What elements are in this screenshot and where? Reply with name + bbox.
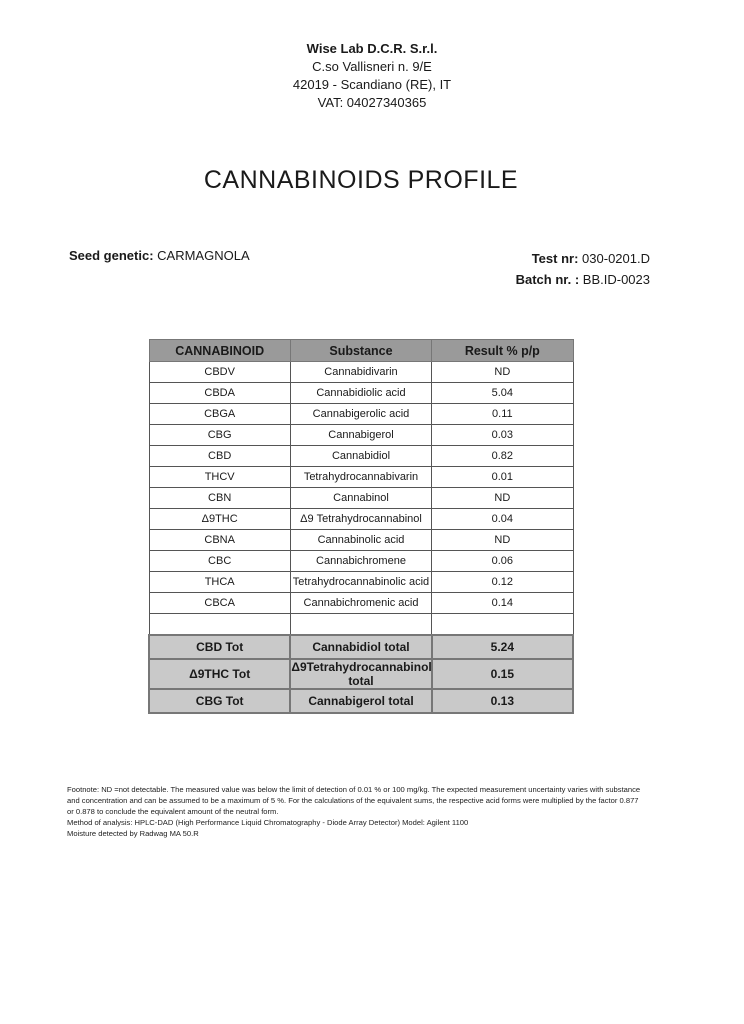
result-cell: ND xyxy=(432,530,573,551)
seed-genetic xyxy=(69,248,250,263)
result-cell: 0.12 xyxy=(432,572,573,593)
lab-address: C.so Vallisneri n. 9/E xyxy=(312,59,432,74)
lab-vat: VAT: 04027340365 xyxy=(317,95,427,110)
table-row xyxy=(149,467,573,488)
substance-cell: Δ9 Tetrahydrocannabinol xyxy=(290,509,431,530)
table-row xyxy=(149,551,573,572)
total-substance-cell: Cannabidiol total xyxy=(290,635,431,659)
table-row xyxy=(149,509,573,530)
seed-genetic-label: Seed genetic: xyxy=(69,248,154,263)
empty-cell xyxy=(290,614,431,636)
footnote xyxy=(67,784,647,839)
substance-cell: Cannabidivarin xyxy=(290,362,431,383)
table-row xyxy=(149,593,573,614)
document-title: CANNABINOIDS PROFILE xyxy=(203,166,519,194)
total-row xyxy=(149,659,573,689)
total-row xyxy=(149,689,573,713)
empty-cell xyxy=(149,614,290,636)
total-label-cell: CBD Tot xyxy=(149,635,290,659)
moisture-note: Moisture detected by Radwag MA 50.R xyxy=(67,829,199,838)
footnote-text: Footnote: ND =not detectable. The measured value was below the limit of detection of 0.01 % or 100 mg/kg. The expected measurement uncertainty varies with substance and concentration and can be assumed to be a maximum of 5 %. For the calculations of the equivalent sums, the respective acid forms were multiplied by the factor 0.877 or 0.878 to conclude the equivalent amount of the neutral form. xyxy=(67,785,641,816)
total-result-cell: 5.24 xyxy=(432,635,573,659)
result-cell: 0.11 xyxy=(432,404,573,425)
substance-cell: Cannabigerolic acid xyxy=(290,404,431,425)
result-cell: 5.04 xyxy=(432,383,573,404)
results-table xyxy=(148,339,574,714)
seed-genetic-value: CARMAGNOLA xyxy=(157,248,250,263)
result-cell: ND xyxy=(432,362,573,383)
cannabinoid-cell: CBCA xyxy=(149,593,290,614)
cannabinoid-cell: THCV xyxy=(149,467,290,488)
cannabinoid-cell: CBG xyxy=(149,425,290,446)
method-of-analysis: Method of analysis: HPLC-DAD (High Performance Liquid Chromatography - Diode Array Detector) Model: Agilent 1100 xyxy=(67,818,469,827)
result-cell: 0.01 xyxy=(432,467,573,488)
cannabinoid-cell: CBDV xyxy=(149,362,290,383)
substance-cell: Cannabinol xyxy=(290,488,431,509)
substance-cell: Tetrahydrocannabivarin xyxy=(290,467,431,488)
result-cell: 0.82 xyxy=(432,446,573,467)
total-result-cell: 0.13 xyxy=(432,689,573,713)
header-cannabinoid: CANNABINOID xyxy=(149,340,290,362)
table-row xyxy=(149,362,573,383)
total-result-cell: 0.15 xyxy=(432,659,573,689)
empty-row xyxy=(149,614,573,636)
total-row xyxy=(149,635,573,659)
cannabinoid-cell: CBN xyxy=(149,488,290,509)
table-row xyxy=(149,425,573,446)
test-number-label: Test nr: xyxy=(531,251,579,266)
table-row xyxy=(149,572,573,593)
batch-number-label: Batch nr. : xyxy=(515,272,580,287)
total-label-cell: Δ9THC Tot xyxy=(149,659,290,689)
results-table-container xyxy=(148,339,574,714)
result-cell: 0.06 xyxy=(432,551,573,572)
cannabinoid-cell: CBDA xyxy=(149,383,290,404)
cannabinoid-cell: CBGA xyxy=(149,404,290,425)
cannabinoid-cell: CBD xyxy=(149,446,290,467)
substance-cell: Cannabichromenic acid xyxy=(290,593,431,614)
substance-cell: Cannabichromene xyxy=(290,551,431,572)
test-number xyxy=(516,248,650,269)
result-cell: 0.04 xyxy=(432,509,573,530)
cannabinoid-cell: THCA xyxy=(149,572,290,593)
empty-cell xyxy=(432,614,573,636)
substance-cell: Cannabidiolic acid xyxy=(290,383,431,404)
substance-cell: Tetrahydrocannabinolic acid xyxy=(290,572,431,593)
substance-cell: Cannabinolic acid xyxy=(290,530,431,551)
result-cell: 0.03 xyxy=(432,425,573,446)
table-row xyxy=(149,383,573,404)
test-info xyxy=(516,248,650,290)
lab-name: Wise Lab D.C.R. S.r.l. xyxy=(306,41,438,56)
header-substance: Substance xyxy=(290,340,431,362)
table-header-row xyxy=(149,340,573,362)
lab-header xyxy=(0,40,744,112)
result-cell: 0.14 xyxy=(432,593,573,614)
test-number-value: 030-0201.D xyxy=(582,251,650,266)
cannabinoid-cell: CBNA xyxy=(149,530,290,551)
table-row xyxy=(149,446,573,467)
total-substance-cell: Δ9Tetrahydrocannabinol total xyxy=(291,660,432,688)
cannabinoid-cell: CBC xyxy=(149,551,290,572)
substance-cell: Cannabidiol xyxy=(290,446,431,467)
substance-cell: Cannabigerol xyxy=(290,425,431,446)
table-row xyxy=(149,404,573,425)
table-row xyxy=(149,530,573,551)
total-label-cell: CBG Tot xyxy=(149,689,290,713)
batch-number-value: BB.ID-0023 xyxy=(582,272,650,287)
cannabinoid-cell: Δ9THC xyxy=(149,509,290,530)
table-row xyxy=(149,488,573,509)
result-cell: ND xyxy=(432,488,573,509)
total-substance-cell: Cannabigerol total xyxy=(290,689,431,713)
batch-number xyxy=(516,269,650,290)
lab-city: 42019 - Scandiano (RE), IT xyxy=(292,77,452,92)
header-result: Result % p/p xyxy=(432,340,573,362)
